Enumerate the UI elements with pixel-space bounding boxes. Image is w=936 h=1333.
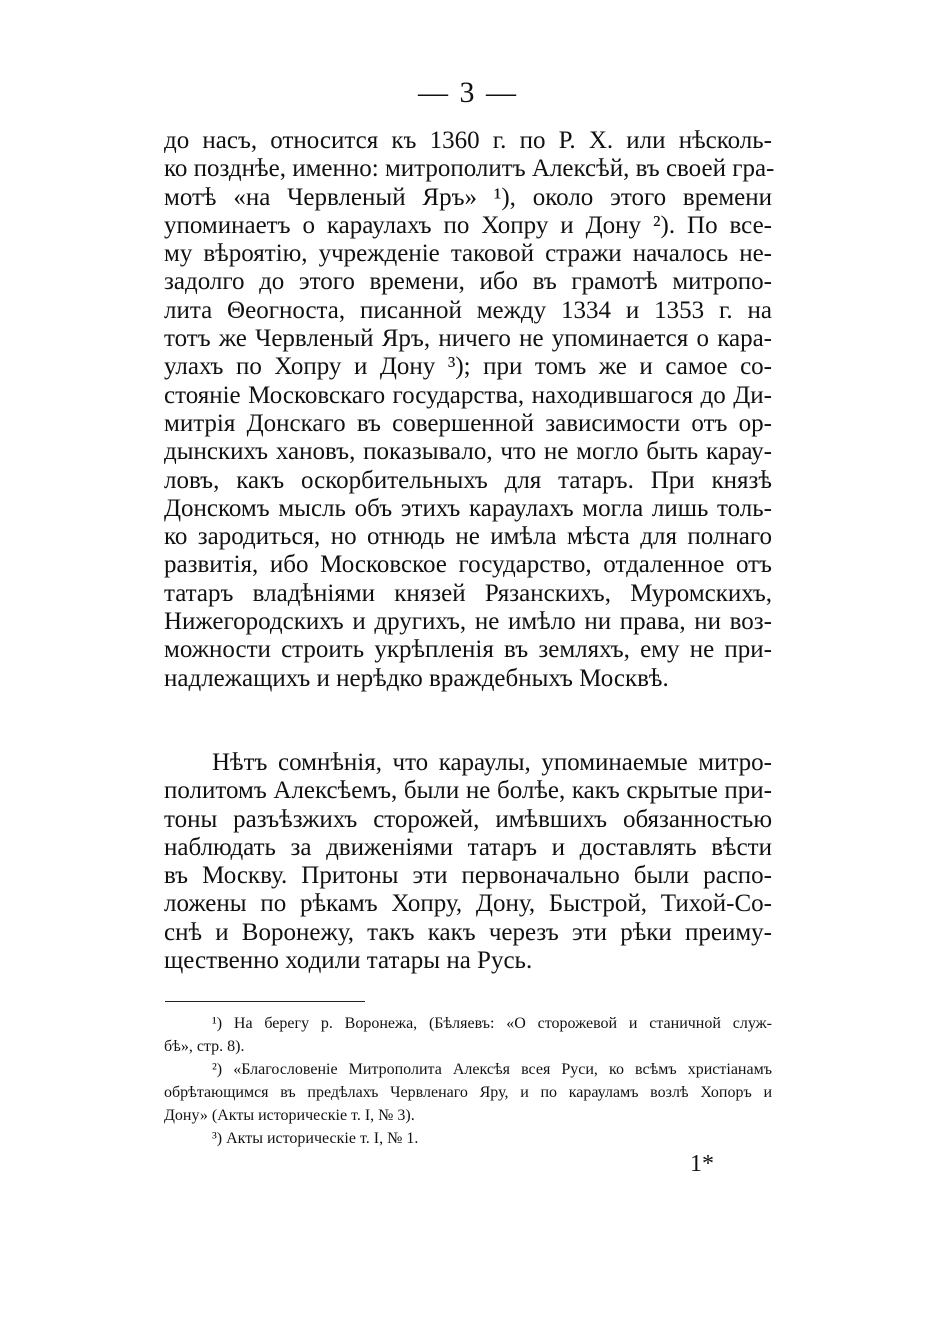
- text-line: щественно ходили татары на Русь.: [164, 947, 533, 975]
- text-line: мотѣ «на Червленый Яръ» ¹), около этого времени: [164, 183, 772, 211]
- footnote-line: ²) «Благословеніе Митрополита Алексѣя всея Руси, ко всѣмъ христіанамъ: [212, 1061, 772, 1078]
- text-line: до насъ, относится къ 1360 г. по Р. X. или нѣсколь-: [164, 127, 772, 154]
- signature-mark: 1*: [690, 1151, 714, 1177]
- footnote-line: Дону» (Акты историческіе т. I, № 3).: [164, 1107, 415, 1124]
- text-line: Донскомъ мысль объ этихъ караулахъ могла лишь толь-: [164, 494, 772, 522]
- footnote-line: бѣ», стр. 8).: [164, 1038, 245, 1055]
- text-line: снѣ и Воронежу, такъ какъ черезъ эти рѣки преиму-: [164, 918, 772, 946]
- text-line: му вѣроятію, учрежденіе таковой стражи началось не-: [164, 240, 772, 268]
- text-line: политомъ Алексѣемъ, были не болѣе, какъ скрытые при-: [164, 777, 772, 805]
- text-line: тотъ же Червленый Яръ, ничего не упоминается о кара-: [164, 325, 772, 353]
- text-line: тоны разъѣзжихъ сторожей, имѣвшихъ обязанностью: [164, 805, 772, 833]
- text-line: въ Москву. Притоны эти первоначально были распо-: [164, 862, 772, 890]
- text-line: лита Θеогноста, писанной между 1334 и 1353 г. на: [164, 296, 772, 324]
- paragraph-1: [164, 127, 775, 693]
- text-line: дынскихъ хановъ, показывало, что не могло быть карау-: [164, 438, 772, 466]
- text-line: татаръ владѣніями князей Рязанскихъ, Муромскихъ,: [164, 579, 772, 607]
- footnote-divider: [165, 1001, 365, 1002]
- text-line: развитія, ибо Московское государство, отдаленное отъ: [164, 551, 772, 579]
- text-line: можности строить укрѣпленія въ земляхъ, ему не при-: [164, 636, 772, 664]
- footnote-line: ³) Акты историческіе т. I, № 1.: [212, 1130, 419, 1147]
- text-line: митрія Донскаго въ совершенной зависимости отъ ор-: [164, 409, 772, 437]
- text-line: ловъ, какъ оскорбительныхъ для татаръ. При князѣ: [164, 466, 772, 494]
- footnote-line: ¹) На берегу р. Воронежа, (Бѣляевъ: «О сторожевой и станичной служ-: [212, 1015, 772, 1032]
- text-line: Нѣтъ сомнѣнія, что караулы, упоминаемые митро-: [212, 749, 772, 776]
- footnotes: [164, 1012, 772, 1150]
- text-line: наблюдать за движеніями татаръ и доставлять вѣсти: [164, 833, 772, 861]
- page-number: — 3 —: [418, 76, 518, 109]
- text-line: задолго до этого времени, ибо въ грамотѣ митропо-: [164, 268, 772, 296]
- text-line: Нижегородскихъ и другихъ, не имѣло ни права, ни воз-: [164, 608, 772, 636]
- footnote-line: обрѣтающимся въ предѣлахъ Червленаго Яру, и по карауламъ возлѣ Хопоръ и: [164, 1084, 772, 1101]
- text-line: упоминаетъ о караулахъ по Хопру и Дону ²). По все-: [164, 211, 772, 239]
- text-line: стояніе Московскаго государства, находившагося до Ди-: [164, 381, 772, 409]
- paragraph-2: [164, 749, 772, 975]
- text-line: ложены по рѣкамъ Хопру, Дону, Быстрой, Тихой-Со-: [164, 890, 772, 918]
- text-line: надлежащихъ и нерѣдко враждебныхъ Москвѣ.: [164, 664, 669, 692]
- text-line: ко позднѣе, именно: митрополитъ Алексѣй, въ своей гра-: [164, 155, 775, 183]
- text-line: улахъ по Хопру и Дону ³); при томъ же и самое со-: [164, 353, 772, 381]
- text-line: ко зародиться, но отнюдь не имѣла мѣста для полнаго: [164, 523, 772, 551]
